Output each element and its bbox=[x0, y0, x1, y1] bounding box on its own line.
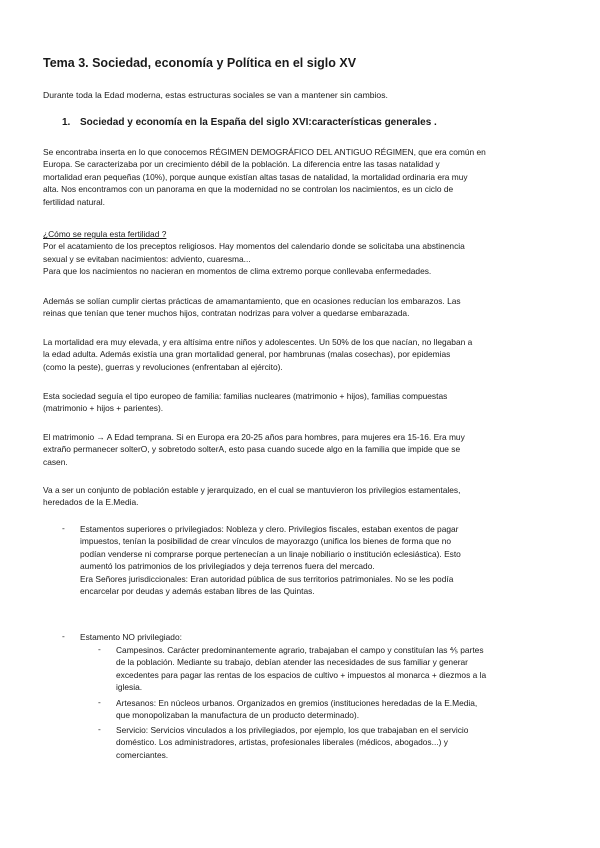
text-line: que monopolizaban la manufactura de un producto determinado). bbox=[116, 710, 360, 721]
paragraph-amamantamiento bbox=[43, 295, 563, 320]
text-line: heredados de la E.Media. bbox=[43, 497, 139, 508]
text-line: Estamentos superiores o privilegiados: Nobleza y clero. Privilegios fiscales, estaban exentos de pagar bbox=[80, 524, 459, 534]
text-line: (matrimonio + hijos + parientes). bbox=[43, 403, 164, 414]
text-line: Artesanos: En núcleos urbanos. Organizados en gremios (instituciones heredadas de la E.Media, bbox=[116, 698, 478, 708]
text-line: casen. bbox=[43, 456, 68, 467]
text-line: mortalidad eran pequeñas (10%), porque aunque existían altas tasas de natalidad, la mortalidad ordinaria era muy bbox=[43, 171, 468, 182]
paragraph-fertilidad bbox=[43, 228, 563, 278]
section-title: Sociedad y economía en la España del siglo XVI:características generales . bbox=[80, 117, 437, 128]
text-line: Estamento NO privilegiado: bbox=[80, 632, 182, 642]
text-line: El matrimonio → A Edad temprana. Si en Europa era 20-25 años para hombres, para mujeres era 15-16. Era muy bbox=[43, 432, 465, 442]
text-line: La mortalidad era muy elevada, y era altísima entre niños y adolescentes. Un 50% de los que nacían, no llegaban a bbox=[43, 337, 473, 347]
section-heading bbox=[62, 117, 437, 128]
text-line: Campesinos. Carácter predominantemente agrario, trabajaban el campo y constituían las ⅘ partes bbox=[116, 645, 484, 655]
text-line: Se encontraba inserta en lo que conocemos RÉGIMEN DEMOGRÁFICO DEL ANTIGUO RÉGIMEN, que era común en bbox=[43, 147, 486, 157]
list-item-privilegiados bbox=[80, 523, 560, 597]
text-line: impuestos, tenían la posibilidad de crear vínculos de mayorazgo (unifica los bienes de forma que no bbox=[80, 536, 452, 547]
text-line: comerciantes. bbox=[116, 749, 169, 760]
paragraph-mortalidad bbox=[43, 336, 563, 373]
text-line: alta. Nos encontramos con un panorama en que la modernidad no se controlan los nacimientos, es un ciclo de bbox=[43, 184, 454, 195]
text-line: Para que los nacimientos no nacieran en momentos de clima extremo porque conllevaba enfermedades. bbox=[43, 266, 432, 277]
sub-bullet-dash: - bbox=[98, 644, 101, 654]
text-line: la edad adulta. Además existía una gran mortalidad general, por hambrunas (malas cosechas), por epidemias bbox=[43, 349, 451, 360]
text-line: fertilidad natural. bbox=[43, 196, 105, 207]
text-line: Servicio: Servicios vinculados a los privilegiados, por ejemplo, los que trabajaban en el servicio bbox=[116, 725, 469, 735]
paragraph-poblacion bbox=[43, 484, 563, 509]
text-line: iglesia. bbox=[116, 682, 143, 693]
text-line: excedentes para pagar las rentas de los espacios de cultivo + impuestos al monarca + diezmos a la bbox=[116, 669, 487, 680]
bullet-dash: - bbox=[62, 631, 65, 641]
sub-bullet-dash: - bbox=[98, 697, 101, 707]
paragraph-regimen bbox=[43, 146, 563, 208]
page-title: Tema 3. Sociedad, economía y Política en el siglo XV bbox=[43, 56, 357, 70]
list-item-no-privilegiado bbox=[80, 631, 560, 643]
list-item-servicio bbox=[116, 724, 566, 761]
list-item-campesinos bbox=[116, 644, 566, 694]
text-line: Va a ser un conjunto de población estable y jerarquizado, en el cual se mantuvieron los privilegios estamentales, bbox=[43, 485, 461, 495]
text-line: de la población. Mediante su trabajo, debían atender las necesidades de sus familiar y generar bbox=[116, 657, 468, 668]
paragraph-matrimonio bbox=[43, 431, 563, 468]
text-line: Europa. Se caracterizaba por un crecimiento débil de la población. La diferencia entre las tasas natalidad y bbox=[43, 159, 440, 170]
text-line: Esta sociedad seguía el tipo europeo de familia: familias nucleares (matrimonio + hijos), familias compuestas bbox=[43, 391, 448, 401]
sub-bullet-dash: - bbox=[98, 724, 101, 734]
text-line: (como la peste), guerras y revoluciones (enfrentaban al ejército). bbox=[43, 361, 283, 372]
text-line: doméstico. Los administradores, artistas, profesionales liberales (médicos, abogados...) y bbox=[116, 737, 448, 748]
text-line: reinas que tenían que tener muchos hijos, contratan nodrizas para volver a quedarse embarazada. bbox=[43, 308, 410, 319]
text-line: podían venderse ni comprarse porque pertenecían a un linaje nobiliario o institución eclesiástica). Esto bbox=[80, 548, 461, 559]
text-line: Era Señores jurisdiccionales: Eran autoridad pública de sus territorios patrimoniales. No se les podía bbox=[80, 573, 454, 584]
intro-text: Durante toda la Edad moderna, estas estructuras sociales se van a mantener sin cambios. bbox=[43, 90, 388, 100]
text-line: Además se solían cumplir ciertas prácticas de amamantamiento, que en ocasiones reducían los embarazos. Las bbox=[43, 296, 461, 306]
section-number: 1. bbox=[62, 117, 71, 128]
text-line: sexual y se evitaban nacimientos: adviento, cuaresma... bbox=[43, 253, 251, 264]
bullet-dash: - bbox=[62, 523, 65, 533]
text-line: aumentó los patrimonios de los privilegiados y deja terrenos fuera del mercado. bbox=[80, 561, 375, 572]
list-item-artesanos bbox=[116, 697, 566, 722]
text-line: Por el acatamiento de los preceptos religiosos. Hay momentos del calendario donde se solicitaba una abstinencia bbox=[43, 241, 465, 252]
text-line: extraño permanecer solterO, y sobretodo solterA, esto pasa cuando sucede algo en la familia que impide que se bbox=[43, 444, 461, 455]
paragraph-familia bbox=[43, 390, 563, 415]
text-line: encarcelar por deudas y además estaban libres de las Quintas. bbox=[80, 586, 315, 597]
fertilidad-question: ¿Cómo se regula esta fertilidad ? bbox=[43, 229, 167, 239]
